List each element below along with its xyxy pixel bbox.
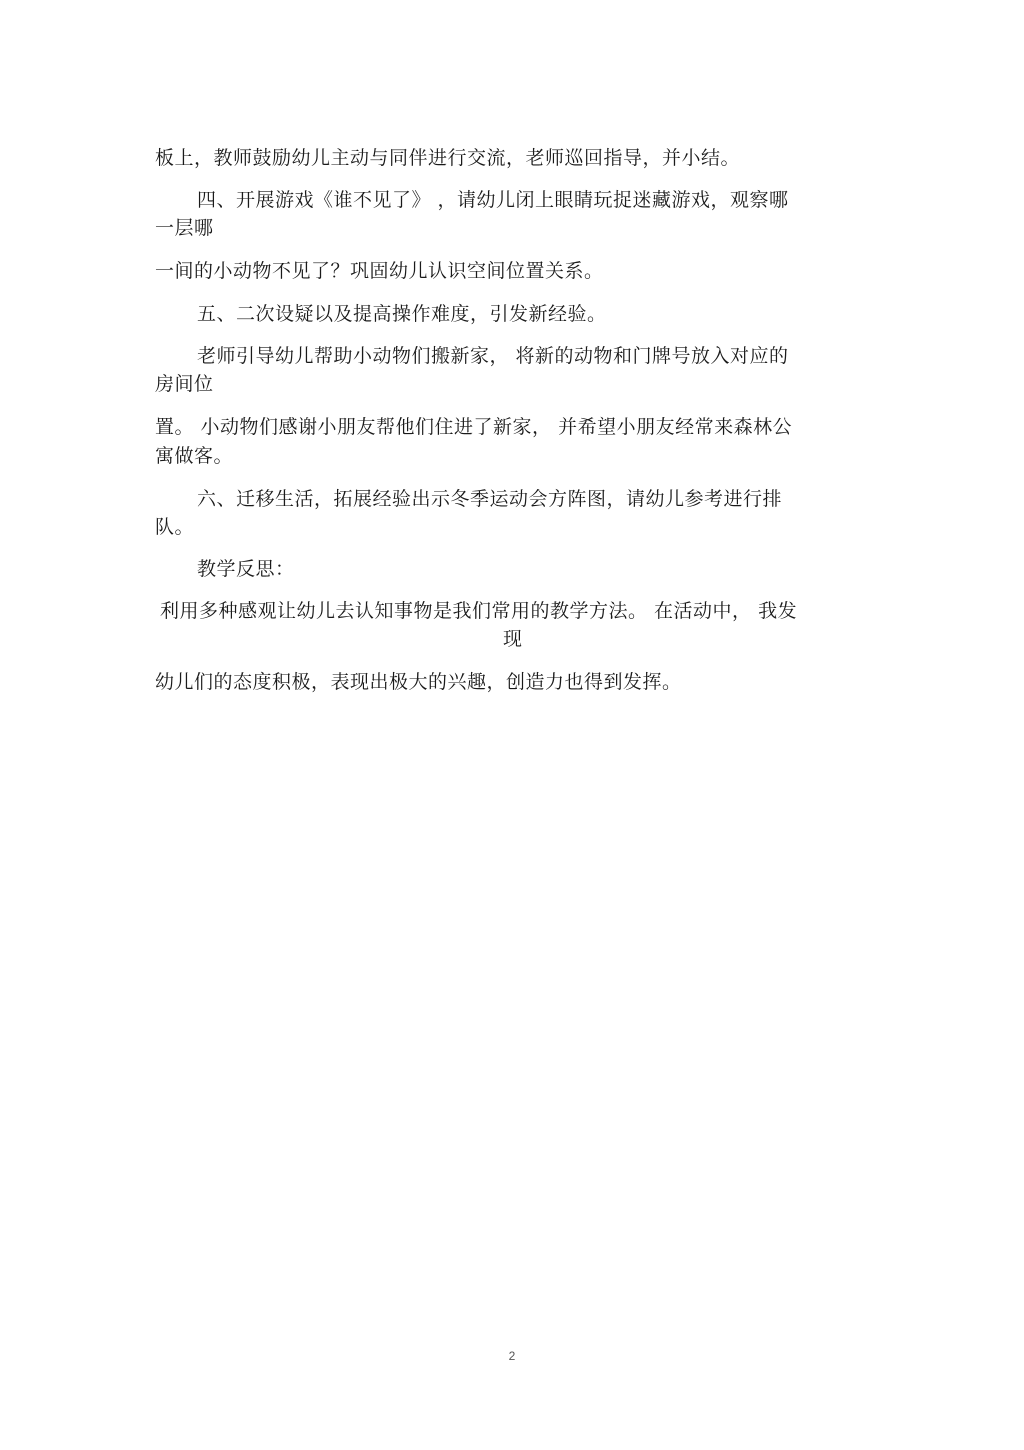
paragraph-line: 四、开展游戏《谁不见了》 ，请幼儿闭上眼睛玩捉迷藏游戏，观察哪: [197, 189, 789, 211]
paragraph-line: 房间位: [155, 373, 214, 395]
page-number: 2: [508, 1349, 516, 1363]
paragraph-line: 幼儿们的态度积极，表现出极大的兴趣，创造力也得到发挥。: [155, 671, 682, 693]
paragraph-line: 队。: [155, 516, 195, 538]
paragraph-line: 一层哪: [155, 217, 214, 239]
paragraph-line: 板上，教师鼓励幼儿主动与同伴进行交流，老师巡回指导，并小结。: [155, 147, 741, 169]
paragraph-line: 寓做客。: [155, 445, 234, 467]
section-heading: 教学反思：: [197, 558, 295, 580]
paragraph-line: 利用多种感观让幼儿去认知事物是我们常用的教学方法。 在活动中， 我发: [160, 600, 798, 622]
paragraph-line: 置。 小动物们感谢小朋友帮他们住进了新家， 并希望小朋友经常来森林公: [155, 416, 793, 438]
paragraph-line: 一间的小动物不见了？巩固幼儿认识空间位置关系。: [155, 260, 604, 282]
paragraph-line: 五、二次设疑以及提高操作难度，引发新经验。: [197, 303, 607, 325]
paragraph-line: 现: [503, 628, 523, 650]
paragraph-line: 老师引导幼儿帮助小动物们搬新家， 将新的动物和门牌号放入对应的: [197, 345, 789, 367]
paragraph-line: 六、迁移生活，拓展经验出示冬季运动会方阵图，请幼儿参考进行排: [197, 488, 783, 510]
